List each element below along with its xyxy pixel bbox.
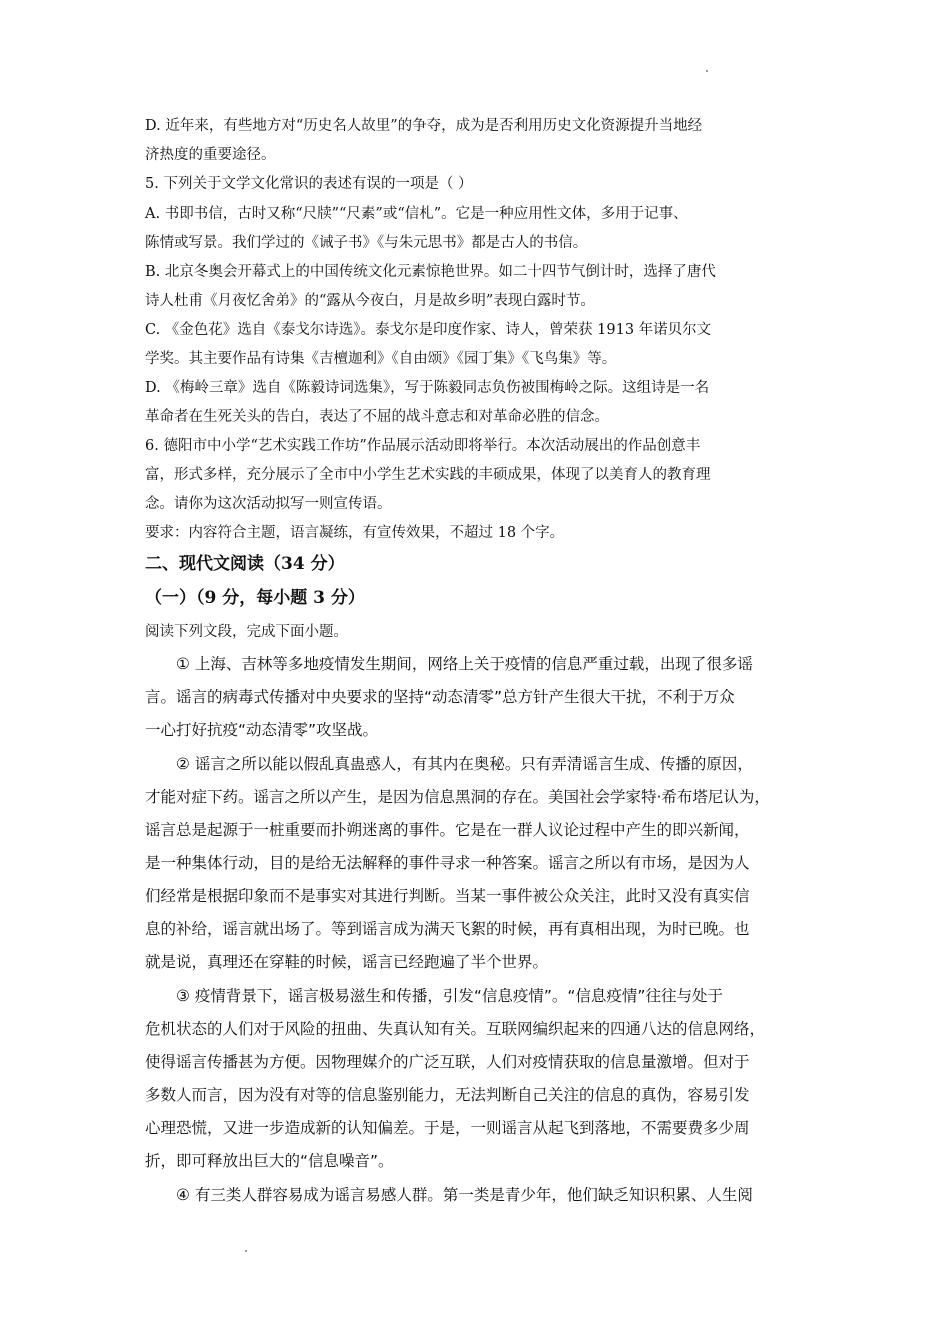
q5-option-a-line-1: A. 书即书信，古时又称“尺牍”“尺素”或“信札”。它是一种应用性文体，多用于记事、 <box>145 206 688 222</box>
passage-p3-line-6: 折，即可释放出巨大的“信息噪音”。 <box>145 1152 394 1170</box>
q5-option-a-line-2: 陈情或写景。我们学过的《诫子书》《与朱元思书》都是古人的书信。 <box>145 235 588 251</box>
option-d-line-2: 济热度的重要途径。 <box>145 147 276 163</box>
q5-option-b-line-2: 诗人杜甫《月夜忆舍弟》的“露从今夜白，月是故乡明”表现白露时节。 <box>145 293 595 309</box>
question-6-line-3: 念。请你为这次活动拟写一则宣传语。 <box>145 496 392 512</box>
passage-p2-line-6: 息的补给，谣言就出场了。等到谣言成为满天飞絮的时候，再有真相出现，为时已晚。也 <box>145 920 750 938</box>
passage-p2-line-7: 就是说，真理还在穿鞋的时候，谣言已经跑遍了半个世界。 <box>145 953 549 971</box>
passage-p2-line-2: 才能对症下药。谣言之所以产生，是因为信息黑洞的存在。美国社会学家特·希布塔尼认为， <box>145 788 770 806</box>
passage-p3-line-2: 危机状态的人们对于风险的扭曲、失真认知有关。互联网编织起来的四通八达的信息网络， <box>145 1020 766 1038</box>
question-5: 5. 下列关于文学文化常识的表述有误的一项是（ ） <box>145 176 473 192</box>
question-6-line-2: 富，形式多样，充分展示了全市中小学生艺术实践的丰硕成果，体现了以美育人的教育理 <box>145 467 711 483</box>
q5-option-b-line-1: B. 北京冬奥会开幕式上的中国传统文化元素惊艳世界。如二十四节气倒计时，选择了唐代 <box>145 264 716 280</box>
q5-option-d-line-1: D. 《梅岭三章》选自《陈毅诗词选集》，写于陈毅同志负伤被围梅岭之际。这组诗是一名 <box>145 380 710 396</box>
passage-p3-line-3: 使得谣言传播甚为方便。因物理媒介的广泛互联，人们对疫情获取的信息量激增。但对于 <box>145 1053 750 1071</box>
section-heading: 二、现代文阅读（34 分） <box>145 554 345 574</box>
scan-mark-top <box>706 70 708 72</box>
subsection-heading: （一）（9 分，每小题 3 分） <box>145 588 365 608</box>
passage-p2-line-4: 是一种集体行动，目的是给无法解释的事件寻求一种答案。谣言之所以有市场，是因为人 <box>145 854 750 872</box>
scan-mark-bottom <box>245 1250 247 1252</box>
q5-option-c-line-1: C. 《金色花》选自《泰戈尔诗选》。泰戈尔是印度作家、诗人，曾荣获 1913 年诺贝尔文 <box>145 322 712 338</box>
passage-p1-line-2: 言。谣言的病毒式传播对中央要求的坚持“动态清零”总方针产生很大干扰，不利于万众 <box>145 688 735 706</box>
passage-p3-line-4: 多数人而言，因为没有对等的信息鉴别能力，无法判断自己关注的信息的真伪，容易引发 <box>145 1086 750 1104</box>
option-d-line-1: D. 近年来，有些地方对“历史名人故里”的争夺，成为是否利用历史文化资源提升当地经 <box>145 118 703 134</box>
q5-option-c-line-2: 学奖。其主要作品有诗集《吉檀迦利》《自由颂》《园丁集》《飞鸟集》等。 <box>145 351 617 367</box>
passage-p4-line-1: ④ 有三类人群容易成为谣言易感人群。第一类是青少年，他们缺乏知识积累、人生阅 <box>176 1186 753 1204</box>
question-6-line-1: 6. 德阳市中小学“艺术实践工作坊”作品展示活动即将举行。本次活动展出的作品创意丰 <box>145 438 701 454</box>
passage-p3-line-5: 心理恐慌，又进一步造成新的认知偏差。于是，一则谣言从起飞到落地，不需要费多少周 <box>145 1119 750 1137</box>
q5-option-d-line-2: 革命者在生死关头的告白，表达了不屈的战斗意志和对革命必胜的信念。 <box>145 409 609 425</box>
passage-p3-line-1: ③ 疫情背景下，谣言极易滋生和传播，引发“信息疫情”。“信息疫情”往往与处于 <box>176 987 723 1005</box>
reading-instruction: 阅读下列文段，完成下面小题。 <box>145 624 348 640</box>
passage-p2-line-5: 们经常是根据印象而不是事实对其进行判断。当某一事件被公众关注，此时又没有真实信 <box>145 887 750 905</box>
passage-p2-line-3: 谣言总是起源于一桩重要而扑朔迷离的事件。它是在一群人议论过程中产生的即兴新闻， <box>145 821 750 839</box>
question-6-requirement: 要求：内容符合主题，语言凝练，有宣传效果，不超过 18 个字。 <box>145 525 565 541</box>
passage-p1-line-3: 一心打好抗疫“动态清零”攻坚战。 <box>145 721 379 739</box>
passage-p1-line-1: ① 上海、吉林等多地疫情发生期间，网络上关于疫情的信息严重过载，出现了很多谣 <box>176 655 753 673</box>
passage-p2-line-1: ② 谣言之所以能以假乱真蛊惑人，有其内在奥秘。只有弄清谣言生成、传播的原因， <box>176 755 753 773</box>
